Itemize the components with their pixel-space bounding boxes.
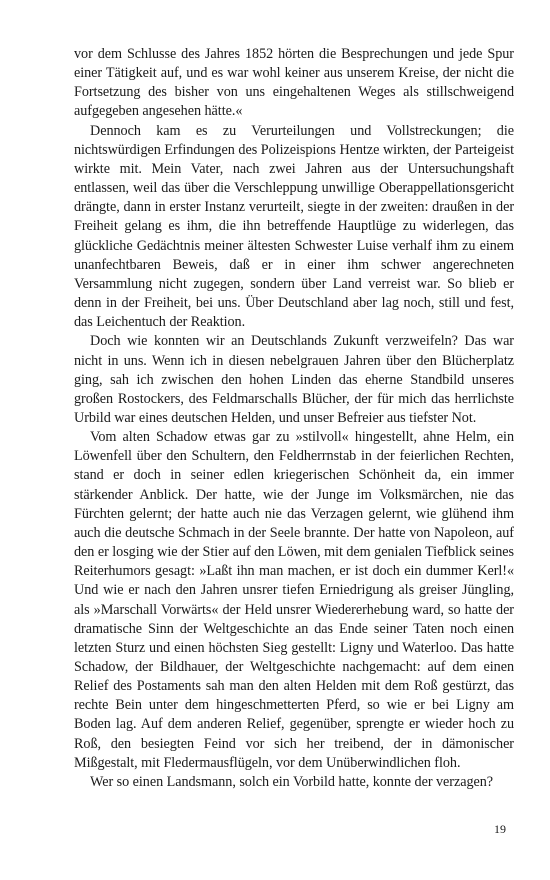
paragraph-future: Doch wie konnten wir an Deutschlands Zukunft verzweifeln? Das war nicht in uns. Wenn ich in diesen nebelgrauen Jahren über den Blücherplatz ging, sah ich zwischen den hohen Linden das eherne Standbild unseres großen Rostockers, des Feldmarschalls Blücher, der für mich das herrlichste Urbild war eines deutschen Helden, und unser Befreier aus tiefster Not.: [74, 333, 514, 426]
paragraph-closing-question: Wer so einen Landsmann, solch ein Vorbild hatte, konnte der verzagen?: [90, 773, 494, 790]
paragraph-bluecher-statue: Vom alten Schadow etwas gar zu »stilvoll« hingestellt, ahne Helm, ein Löwenfell über den Schultern, den Feldherrnstab in der feierlichen Rechten, stand er doch in seiner edlen kriegerischen Schönheit da, ein immer stärkender Anblick. Der hatte, wie der Junge im Volksmärchen, nie das Fürchten gelernt; der hatte auch nie das Verzagen gelernt, wie glühend ihm auch die deutsche Schmach in der Seele brannte. Der hatte von Napoleon, auf den er losging wie der Stier auf den Löwen, mit dem genialen Tiefblick seines Reiterhumors gesagt: »Laßt ihn man machen, er ist doch ein dummer Kerl!« Und wie er nach den Jahren unsrer tiefen Erniedrigung als greiser Jüngling, als »Marschall Vorwärts« der Held unsrer Wiedererhebung ward, so hatte der dramatische Sinn der Weltgeschichte an das Ende seiner Taten noch einen letzten Sturz und einen höchsten Sieg gestellt: Ligny und Waterloo. Das hatte Schadow, der Bildhauer, der Weltgeschichte nachgemacht: auf dem einen Relief des Postaments sah man den alten Helden mit dem Roß gestürzt, das rechte Bein unter dem hingeschmetterten Pferd, so wie er bei Ligny am Boden lag. Auf dem anderen Relief, gegenüber, sprengte er wieder hoch zu Roß, den besiegten Feind vor sich her treibend, der in dämonischer Mißgestalt, mit Fledermausflügeln, vor dem Unüberwindlichen floh.: [74, 429, 514, 771]
paragraph-convictions: Dennoch kam es zu Verurteilungen und Vollstreckungen; die nichtswürdigen Erfindungen des Polizeispions Hentze wirkten, der Parteigeist wirkte mit. Mein Vater, nach zwei Jahren aus der Untersuchungshaft entlassen, weil das über die Verschleppung unwillige Oberappellationsgericht drängte, dann in erster Instanz verurteilt, siegte in der zweiten: draußen in der Freiheit gelang es ihm, die ihn betreffende Hauptlüge zu widerlegen, das glückliche Gedächtnis meiner ältesten Schwester Luise verhalf ihm zu einem unanfechtbaren Beweis, daß er in einer ihm schwer angerechneten Versammlung nicht zugegen, sondern über Land verreist war. So blieb er denn in der Freiheit, bei uns. Über Deutschland aber lag noch, still und fest, das Leichentuch der Reaktion.: [74, 122, 514, 331]
paragraph-continuation: vor dem Schlusse des Jahres 1852 hörten die Besprechungen und jede Spur einer Tätigkeit auf, und es war wohl keiner aus unserem Kreise, der nicht die Fortsetzung des bisher von uns eingehaltenen Weges als stillschweigend aufgegeben angesehen hätte.«: [74, 46, 514, 120]
page-number: 19: [494, 822, 506, 836]
page-body: [74, 45, 514, 792]
